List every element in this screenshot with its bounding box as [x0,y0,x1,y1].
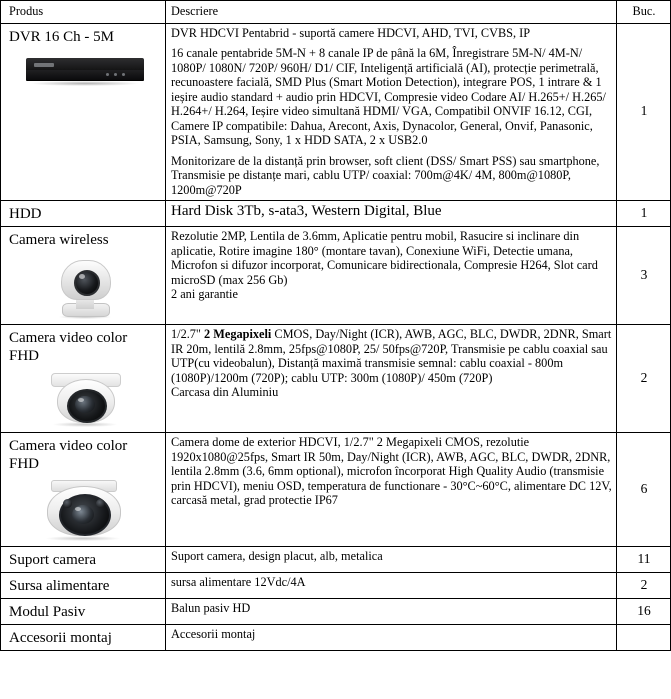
table-body [1,23,671,651]
column-header-product: Produs [1,1,166,24]
description-paragraph: sursa alimentare 12Vdc/4A [171,575,306,589]
camera-ir-led [63,499,72,508]
description-paragraph: Carcasa din Aluminiu [171,385,279,399]
description-paragraph: DVR HDCVI Pentabrid - suportă camere HDCVI, AHD, TVI, CVBS, IP [171,25,531,40]
quantity-cell [617,625,671,651]
product-name-text: Suport camera [9,552,97,568]
table-row [1,599,671,625]
table-row [1,227,671,325]
table-row [1,23,671,201]
product-image-container [9,255,161,319]
quantity-cell: 1 [617,201,671,227]
description-paragraph [171,327,612,385]
description-paragraph: Hard Disk 3Tb, s-ata3, Western Digital, Blue [171,203,442,219]
dvr-led-indicator [114,73,117,76]
table-header [1,1,671,24]
description-cell [166,23,617,201]
product-name-text: Camera video color FHD [9,438,128,472]
product-name-text: HDD [9,206,42,222]
description-cell [166,201,617,227]
table-header-row [1,1,671,24]
dvr-logo [34,63,54,67]
eyeball-camera-image [37,479,133,541]
camera-lens-glint [78,398,84,402]
description-cell [166,573,617,599]
table-row [1,433,671,547]
product-name-text: Sursa alimentare [9,578,110,594]
wireless-camera-image [54,255,116,319]
camera-neck [76,299,94,309]
camera-lens [74,270,100,296]
table-row [1,573,671,599]
dvr-led-indicator [106,73,109,76]
turret-camera-image [42,371,128,427]
product-name-cell [1,625,166,651]
quantity-cell: 1 [617,23,671,201]
product-name-text: Modul Pasiv [9,604,86,620]
column-header-quantity: Buc. [617,1,671,24]
description-cell [166,625,617,651]
camera-ir-led [96,499,105,508]
description-cell [166,227,617,325]
product-name-cell [1,23,166,201]
product-name-cell [1,227,166,325]
description-cell [166,599,617,625]
product-name-cell [1,547,166,573]
description-suffix: CMOS, Day/Night (ICR), AWB, AGC, BLC, DWDR, 2DNR, Smart IR 20m, lentilă 2.8mm, 25fps@1080P, 25/ 50fps@720P, Transmisie pe cablu coaxial sau UTP(cu videobalun), Distanță maximă transmisie semnal: cablu coaxial - 800m (1080P)/1200m (720P); cablu UTP: 300m (1080P)/ 450m (720P) [171,327,612,385]
product-name-cell [1,201,166,227]
product-name-cell [1,599,166,625]
product-image-container [9,479,161,541]
quantity-cell: 16 [617,599,671,625]
description-paragraph: Suport camera, design placut, alb, metalica [171,549,383,563]
table-row [1,625,671,651]
description-paragraph: 16 canale pentabride 5M-N + 8 canale IP de până la 6M, Înregistrare 5M-N/ 4M-N/ 1080P/ 1080N/ 720P/ 960H/ D1/ CIF, Inteligență artificială (AI), protecție perimetrală, recunoastere facială, SMD Plus (Smart Motion Detection), integrare POS, 1 intrare & 1 ieșire audio standard + audio prin HDCVI, Compresie video Codare AI/ H.265+/ H.265/ H.264+/ H.264, Ieșire video simultană HDMI/ VGA, Compatibil ONVIF 16.12, CGI, Camere IP compatibile: Dahua, Arecont, Axis, Dynacolor, General, Onvif, Panasonic, PSIA, Samsung, Sony, 1 x HDD SATA, 2 x USB2.0 [171,46,606,147]
quantity-cell: 3 [617,227,671,325]
camera-lens-glint [79,274,85,279]
product-name-cell [1,433,166,547]
camera-shadow [45,536,121,541]
description-cell [166,325,617,433]
quantity-cell: 2 [617,325,671,433]
product-name-text: Accesorii montaj [9,630,112,646]
description-paragraph: Rezolutie 2MP, Lentila de 3.6mm, Aplicatie pentru mobil, Rasucire si inclinare din aplicatie, Rotire imagine 180° (montare tavan), Conexiune WiFi, Detectie umana, Microfon si difuzor incorporat, Comunicare bidirectionala, Compresie H264, Slot card microSD (max 256 Gb) [171,229,598,287]
table-row [1,547,671,573]
description-paragraph: Monitorizare de la distanță prin browser, soft client (DSS/ Smart PSS) sau smartphone, Transmisie pe distanțe mari, cablu UTP/ coaxial: 700m@4K/ 4M, 800m@1080P, 1200m@720P [171,153,600,197]
product-image-container [9,52,161,92]
description-cell [166,433,617,547]
product-name-cell [1,325,166,433]
product-image-container [9,371,161,427]
product-name-text: Camera video color FHD [9,330,128,364]
description-paragraph: Balun pasiv HD [171,601,251,615]
product-name-text: DVR 16 Ch - 5M [9,28,115,45]
quantity-cell: 6 [617,433,671,547]
table-row [1,201,671,227]
dvr-shadow [30,81,140,86]
description-cell [166,547,617,573]
column-header-description: Descriere [166,1,617,24]
dvr-led-indicator [122,73,125,76]
description-paragraph: 2 ani garantie [171,287,238,301]
description-paragraph: Accesorii montaj [171,627,256,641]
dvr-front-panel [26,70,144,80]
product-name-text: Camera wireless [9,232,109,248]
quantity-cell: 11 [617,547,671,573]
table-row [1,325,671,433]
description-highlight: 2 Megapixeli [204,327,272,341]
description-prefix: 1/2.7" [171,327,205,341]
product-name-cell [1,573,166,599]
dvr-recorder-image [26,52,144,92]
description-paragraph: Camera dome de exterior HDCVI, 1/2.7" 2 Megapixeli CMOS, rezolutie 1920x1080@25fps, Smart IR 50m, Day/Night (ICR), AWB, AGC, BLC, DWDR, 2DNR, lentila 2.8mm (3.6, 6mm optional), microfon încorporat High Quality Audio (transmisie prin HDCVI), meniu OSD, temperatura de functionare - 30°C~60°C, alimentare DC 12V, carcasă metal, grad protectie IP67 [171,435,612,507]
quantity-cell: 2 [617,573,671,599]
camera-lens-glint [75,507,81,511]
